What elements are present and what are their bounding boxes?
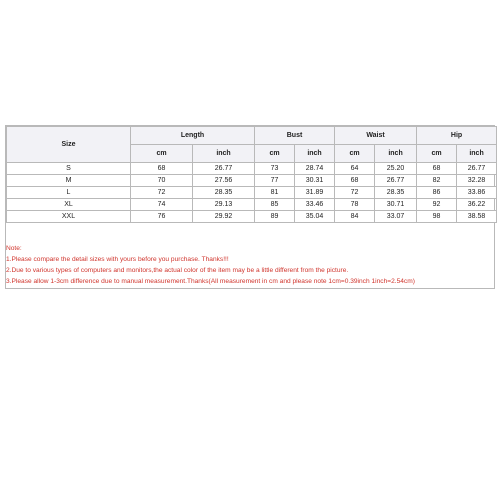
value-cell: 98 bbox=[417, 211, 457, 223]
value-cell: 27.56 bbox=[193, 175, 255, 187]
table-row bbox=[7, 199, 497, 211]
value-cell: 68 bbox=[417, 163, 457, 175]
value-cell: 30.31 bbox=[295, 175, 335, 187]
table-row bbox=[7, 175, 497, 187]
value-cell: 85 bbox=[255, 199, 295, 211]
value-cell: 26.77 bbox=[375, 175, 417, 187]
size-cell: XL bbox=[7, 199, 131, 211]
value-cell: 29.92 bbox=[193, 211, 255, 223]
value-cell: 73 bbox=[255, 163, 295, 175]
value-cell: 72 bbox=[335, 187, 375, 199]
unit-header: inch bbox=[457, 145, 497, 163]
value-cell: 26.77 bbox=[457, 163, 497, 175]
value-cell: 70 bbox=[131, 175, 193, 187]
value-cell: 25.20 bbox=[375, 163, 417, 175]
value-cell: 72 bbox=[131, 187, 193, 199]
value-cell: 78 bbox=[335, 199, 375, 211]
value-cell: 28.35 bbox=[375, 187, 417, 199]
value-cell: 38.58 bbox=[457, 211, 497, 223]
value-cell: 82 bbox=[417, 175, 457, 187]
unit-header: inch bbox=[375, 145, 417, 163]
value-cell: 33.86 bbox=[457, 187, 497, 199]
unit-header: inch bbox=[193, 145, 255, 163]
value-cell: 28.35 bbox=[193, 187, 255, 199]
value-cell: 29.13 bbox=[193, 199, 255, 211]
value-cell: 76 bbox=[131, 211, 193, 223]
note-block bbox=[6, 243, 494, 287]
note-title: Note: bbox=[6, 245, 22, 252]
value-cell: 84 bbox=[335, 211, 375, 223]
waist-header: Waist bbox=[335, 127, 417, 145]
bust-header: Bust bbox=[255, 127, 335, 145]
size-cell: M bbox=[7, 175, 131, 187]
unit-header: cm bbox=[335, 145, 375, 163]
size-cell: XXL bbox=[7, 211, 131, 223]
size-column-header: Size bbox=[7, 127, 131, 163]
value-cell: 74 bbox=[131, 199, 193, 211]
length-header: Length bbox=[131, 127, 255, 145]
size-table bbox=[6, 126, 497, 223]
unit-header: cm bbox=[255, 145, 295, 163]
table-row bbox=[7, 163, 497, 175]
note-line: 1.Please compare the detail sizes with yours before you purchase. Thanks!!! bbox=[6, 256, 229, 263]
value-cell: 92 bbox=[417, 199, 457, 211]
size-cell: L bbox=[7, 187, 131, 199]
note-line: 3.Please allow 1-3cm difference due to manual measurement.Thanks(All measurement in cm and please note 1cm=0.39inch 1inch=2.54cm) bbox=[6, 278, 415, 285]
value-cell: 89 bbox=[255, 211, 295, 223]
value-cell: 64 bbox=[335, 163, 375, 175]
hip-header: Hip bbox=[417, 127, 497, 145]
value-cell: 33.07 bbox=[375, 211, 417, 223]
note-line: 2.Due to various types of computers and monitors,the actual color of the item may be a little different from the picture. bbox=[6, 267, 349, 274]
value-cell: 30.71 bbox=[375, 199, 417, 211]
value-cell: 31.89 bbox=[295, 187, 335, 199]
size-cell: S bbox=[7, 163, 131, 175]
unit-header: cm bbox=[131, 145, 193, 163]
table-row bbox=[7, 187, 497, 199]
value-cell: 68 bbox=[131, 163, 193, 175]
value-cell: 68 bbox=[335, 175, 375, 187]
table-row bbox=[7, 211, 497, 223]
unit-header: cm bbox=[417, 145, 457, 163]
size-chart bbox=[5, 125, 495, 289]
value-cell: 36.22 bbox=[457, 199, 497, 211]
value-cell: 77 bbox=[255, 175, 295, 187]
value-cell: 28.74 bbox=[295, 163, 335, 175]
value-cell: 26.77 bbox=[193, 163, 255, 175]
value-cell: 86 bbox=[417, 187, 457, 199]
value-cell: 32.28 bbox=[457, 175, 497, 187]
unit-header: inch bbox=[295, 145, 335, 163]
value-cell: 35.04 bbox=[295, 211, 335, 223]
value-cell: 33.46 bbox=[295, 199, 335, 211]
value-cell: 81 bbox=[255, 187, 295, 199]
